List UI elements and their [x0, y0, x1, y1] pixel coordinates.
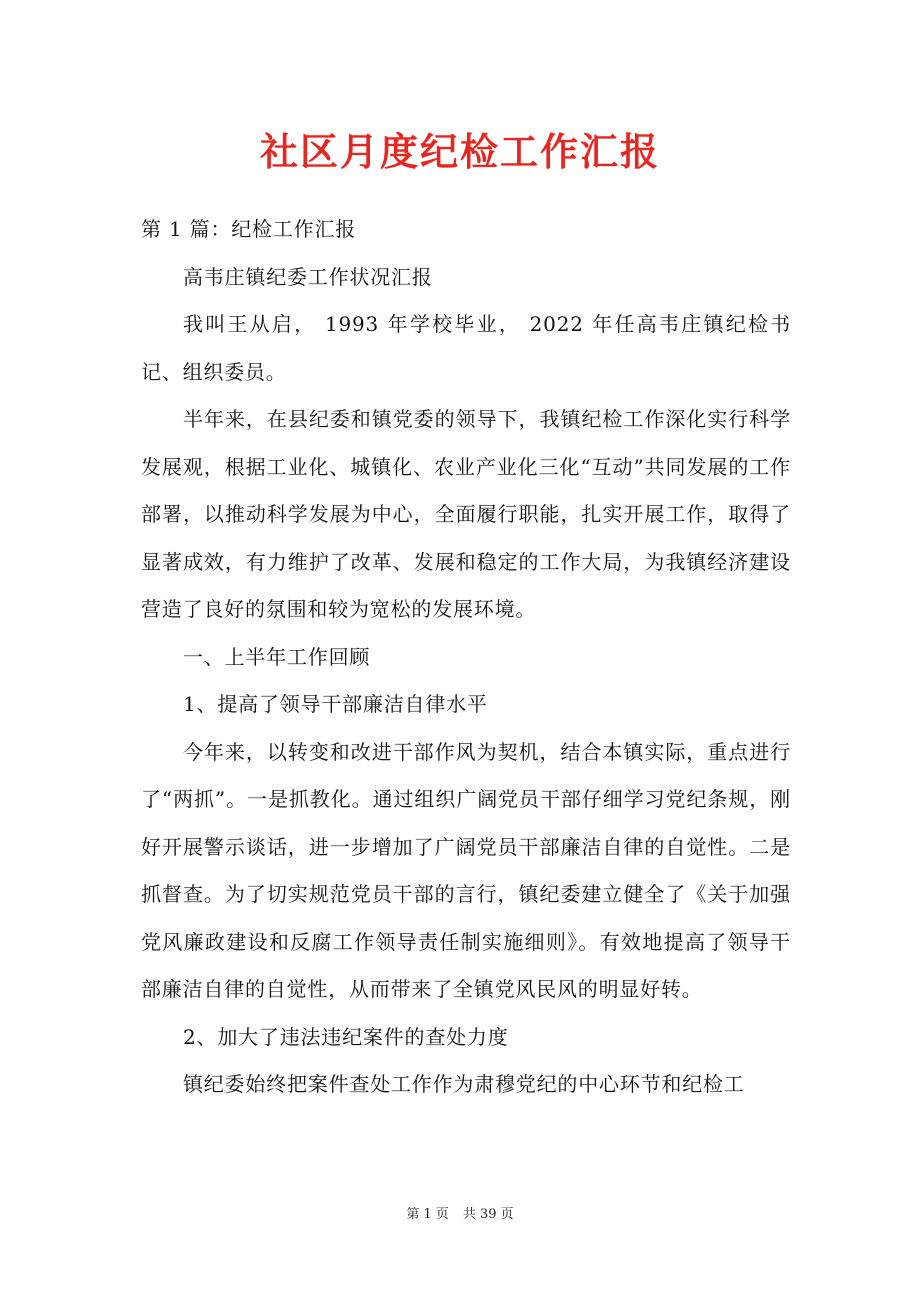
section-heading: 第 1 篇：纪检工作汇报	[141, 217, 357, 241]
page-footer	[0, 1206, 920, 1224]
review-heading: 一、上半年工作回顾	[183, 644, 371, 669]
document-body	[141, 206, 791, 1109]
page-number: 第 1 页	[406, 1207, 449, 1222]
item-1-heading: 1、提高了领导干部廉洁自律水平	[183, 692, 488, 716]
document-title: 社区月度纪检工作汇报	[259, 130, 660, 174]
overview-paragraph: 半年来，在县纪委和镇党委的领导下，我镇纪检工作深化实行科学发展观，根据工业化、城镇化、农业产业化三化“互动”共同发展的工作部署，以推动科学发展为中心，全面履行职能，扎实开展工作，取得了显著成效，有力维护了改革、发展和稳定的工作大局，为我镇经济建设营造了良好的氛围和较为宽松的发展环境。	[141, 407, 791, 621]
report-subtitle: 高韦庄镇纪委工作状况汇报	[183, 264, 433, 289]
total-pages: 共 39 页	[462, 1207, 514, 1222]
item-2-paragraph: 镇纪委始终把案件查处工作作为肃穆党纪的中心环节和纪检工	[183, 1072, 745, 1096]
intro-paragraph: 我叫王从启， 1993 年学校毕业， 2022 年任高韦庄镇纪检书记、组织委员。	[141, 312, 791, 384]
item-1-paragraph: 今年来，以转变和改进干部作风为契机，结合本镇实际，重点进行了“两抓”。一是抓教化。通过组织广阔党员干部仔细学习党纪条规，刚好开展警示谈话，进一步增加了广阔党员干部廉洁自律的自觉性。二是抓督查。为了切实规范党员干部的言行，镇纪委建立健全了《关于加强党风廉政建设和反腐工作领导责任制实施细则》。有效地提高了领导干部廉洁自律的自觉性，从而带来了全镇党风民风的明显好转。	[141, 739, 791, 1001]
item-2-heading: 2、加大了违法违纪案件的查处力度	[183, 1024, 509, 1049]
